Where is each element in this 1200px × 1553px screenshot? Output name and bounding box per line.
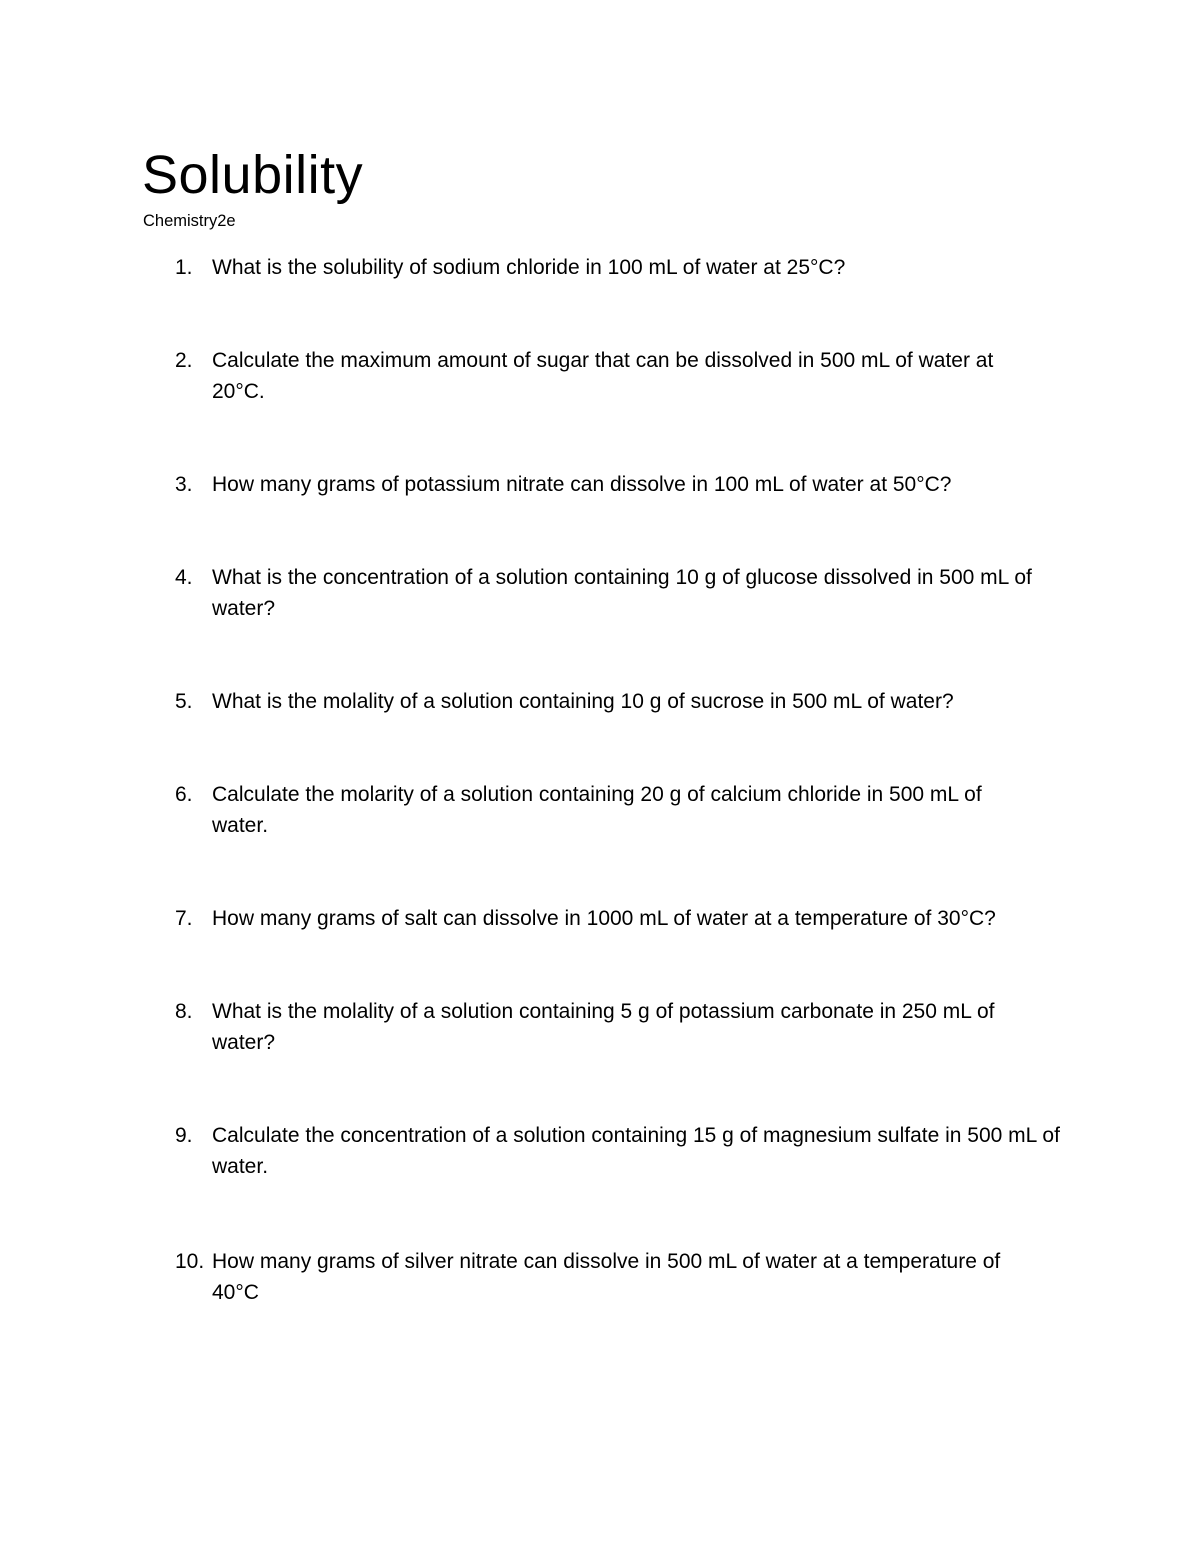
question-text: What is the molality of a solution containing 10 g of sucrose in 500 mL of water? bbox=[212, 690, 954, 713]
document-subtitle: Chemistry2e bbox=[143, 212, 236, 230]
question-text: What is the solubility of sodium chloride in 100 mL of water at 25°C? bbox=[212, 256, 846, 279]
question-number: 5. bbox=[175, 690, 193, 713]
question-number: 1. bbox=[175, 256, 193, 279]
question-number: 2. bbox=[175, 349, 193, 372]
question-number: 3. bbox=[175, 473, 193, 496]
question-number: 9. bbox=[175, 1124, 193, 1147]
question-text: How many grams of potassium nitrate can dissolve in 100 mL of water at 50°C? bbox=[212, 473, 952, 496]
question-text: How many grams of salt can dissolve in 1000 mL of water at a temperature of 30°C? bbox=[212, 907, 996, 930]
question-number: 4. bbox=[175, 566, 193, 589]
document-title: Solubility bbox=[142, 145, 364, 205]
question-text: What is the molality of a solution containing 5 g of potassium carbonate in 250 mL of water? bbox=[212, 1000, 995, 1054]
question-number: 8. bbox=[175, 1000, 193, 1023]
question-text: How many grams of silver nitrate can dissolve in 500 mL of water at a temperature of 40°C bbox=[212, 1250, 1001, 1304]
question-number: 7. bbox=[175, 907, 193, 930]
question-text: Calculate the concentration of a solution containing 15 g of magnesium sulfate in 500 mL of water. bbox=[212, 1124, 1060, 1178]
question-text: Calculate the molarity of a solution containing 20 g of calcium chloride in 500 mL of water. bbox=[212, 783, 982, 837]
question-number: 6. bbox=[175, 783, 193, 806]
question-text: What is the concentration of a solution containing 10 g of glucose dissolved in 500 mL of water? bbox=[212, 566, 1032, 620]
question-text: Calculate the maximum amount of sugar that can be dissolved in 500 mL of water at 20°C. bbox=[212, 349, 994, 403]
question-number: 10. bbox=[175, 1250, 205, 1273]
